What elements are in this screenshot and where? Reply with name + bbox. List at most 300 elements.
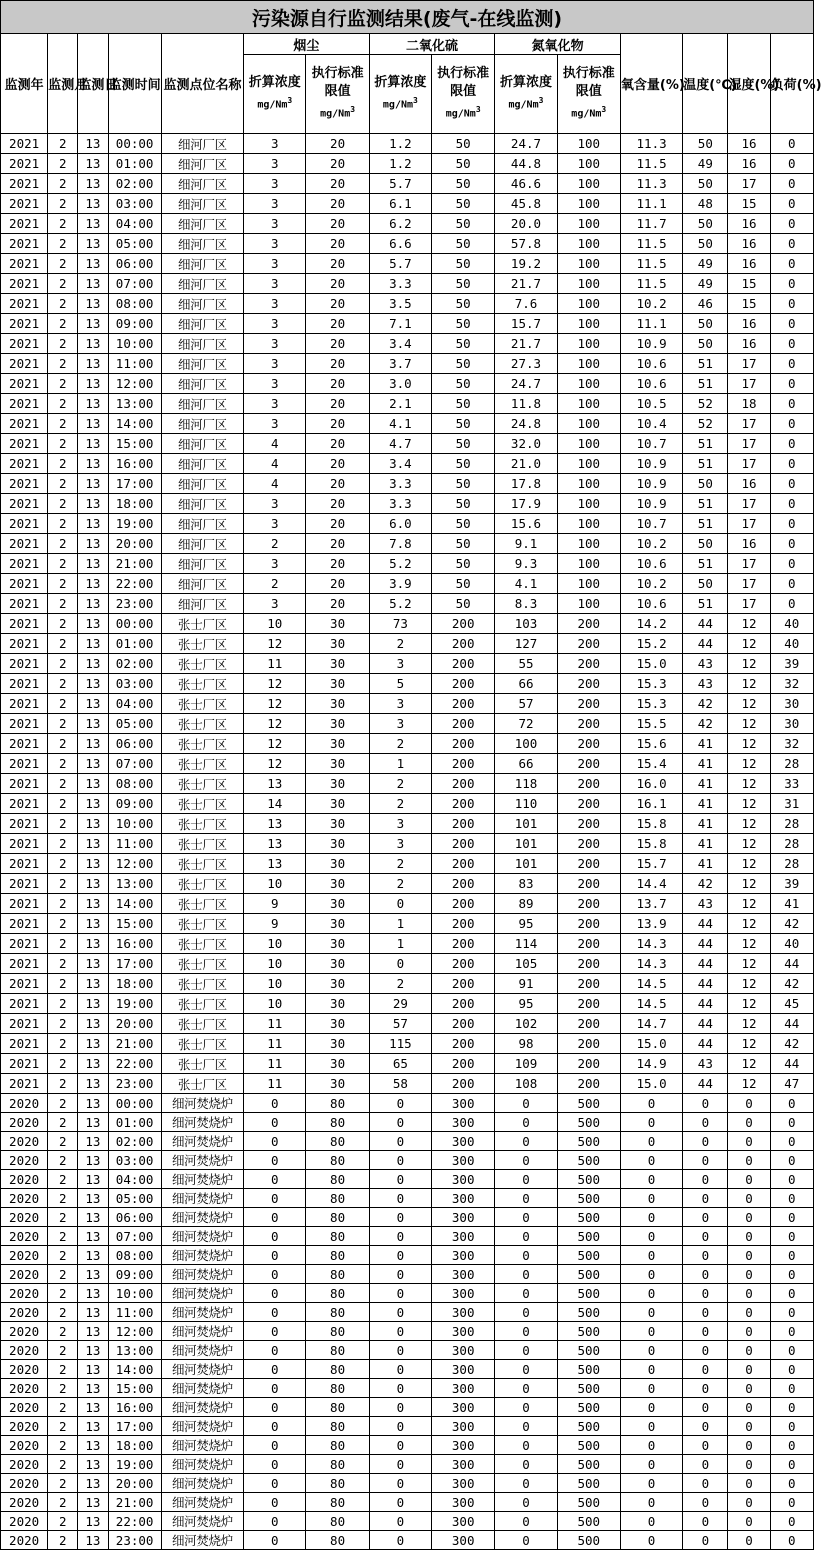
cell-load: 0: [770, 1417, 813, 1436]
cell-time: 22:00: [108, 1054, 161, 1074]
cell-month: 2: [48, 694, 78, 714]
cell-nox-conc: 0: [495, 1170, 557, 1189]
cell-so2-conc: 5.2: [369, 554, 431, 574]
cell-dust-conc: 10: [244, 614, 306, 634]
cell-year: 2021: [1, 154, 48, 174]
cell-day: 13: [78, 854, 108, 874]
cell-load: 30: [770, 694, 813, 714]
cell-month: 2: [48, 654, 78, 674]
cell-load: 0: [770, 1208, 813, 1227]
cell-so2-limit: 200: [432, 914, 495, 934]
cell-so2-limit: 200: [432, 734, 495, 754]
cell-nox-conc: 0: [495, 1265, 557, 1284]
cell-time: 14:00: [108, 894, 161, 914]
group-dust: 烟尘: [244, 34, 370, 55]
cell-so2-conc: 2: [369, 974, 431, 994]
cell-year: 2021: [1, 494, 48, 514]
col-nox-conc: 折算浓度 mg/Nm$^3$: [495, 55, 557, 134]
cell-so2-conc: 1: [369, 934, 431, 954]
cell-year: 2021: [1, 554, 48, 574]
cell-nox-limit: 500: [557, 1189, 620, 1208]
cell-dust-limit: 30: [306, 974, 369, 994]
table-row: [1, 854, 814, 874]
cell-year: 2020: [1, 1094, 48, 1113]
cell-time: 03:00: [108, 674, 161, 694]
cell-nox-limit: 100: [557, 334, 620, 354]
table-row: [1, 574, 814, 594]
cell-site: 张士厂区: [161, 614, 243, 634]
cell-dust-limit: 80: [306, 1493, 369, 1512]
cell-nox-conc: 7.6: [495, 294, 557, 314]
cell-oxygen: 10.6: [620, 554, 682, 574]
cell-day: 13: [78, 254, 108, 274]
cell-dust-limit: 80: [306, 1151, 369, 1170]
cell-nox-conc: 21.0: [495, 454, 557, 474]
cell-site: 张士厂区: [161, 974, 243, 994]
cell-so2-conc: 3: [369, 654, 431, 674]
cell-year: 2021: [1, 354, 48, 374]
cell-year: 2020: [1, 1151, 48, 1170]
cell-time: 09:00: [108, 314, 161, 334]
cell-humidity: 12: [728, 754, 770, 774]
cell-temperature: 43: [683, 654, 728, 674]
cell-temperature: 0: [683, 1094, 728, 1113]
table-row: [1, 974, 814, 994]
cell-humidity: 16: [728, 234, 770, 254]
cell-temperature: 42: [683, 874, 728, 894]
cell-so2-conc: 2: [369, 634, 431, 654]
cell-dust-conc: 0: [244, 1360, 306, 1379]
cell-load: 0: [770, 134, 813, 154]
cell-dust-limit: 20: [306, 594, 369, 614]
cell-month: 2: [48, 534, 78, 554]
cell-oxygen: 11.5: [620, 234, 682, 254]
cell-so2-conc: 1: [369, 914, 431, 934]
cell-nox-limit: 100: [557, 514, 620, 534]
cell-site: 细河厂区: [161, 574, 243, 594]
cell-load: 0: [770, 1322, 813, 1341]
cell-month: 2: [48, 1208, 78, 1227]
cell-load: 0: [770, 1246, 813, 1265]
cell-dust-limit: 30: [306, 934, 369, 954]
cell-day: 13: [78, 574, 108, 594]
table-row: [1, 1034, 814, 1054]
cell-nox-limit: 100: [557, 294, 620, 314]
cell-dust-limit: 20: [306, 174, 369, 194]
cell-nox-limit: 500: [557, 1379, 620, 1398]
cell-time: 22:00: [108, 1512, 161, 1531]
table-row: [1, 734, 814, 754]
cell-site: 细河焚烧炉: [161, 1360, 243, 1379]
cell-month: 2: [48, 954, 78, 974]
cell-nox-limit: 500: [557, 1227, 620, 1246]
cell-nox-limit: 200: [557, 994, 620, 1014]
cell-humidity: 12: [728, 774, 770, 794]
cell-dust-limit: 80: [306, 1474, 369, 1493]
cell-site: 细河厂区: [161, 134, 243, 154]
cell-dust-limit: 20: [306, 194, 369, 214]
cell-day: 13: [78, 714, 108, 734]
cell-site: 张士厂区: [161, 694, 243, 714]
cell-so2-limit: 200: [432, 614, 495, 634]
cell-nox-limit: 500: [557, 1474, 620, 1493]
cell-dust-conc: 0: [244, 1417, 306, 1436]
cell-so2-conc: 3.4: [369, 454, 431, 474]
cell-humidity: 17: [728, 354, 770, 374]
cell-year: 2020: [1, 1303, 48, 1322]
cell-dust-conc: 10: [244, 954, 306, 974]
cell-nox-conc: 24.7: [495, 134, 557, 154]
table-row: [1, 1227, 814, 1246]
table-row: [1, 1265, 814, 1284]
cell-load: 42: [770, 974, 813, 994]
cell-month: 2: [48, 754, 78, 774]
table-row: [1, 1322, 814, 1341]
cell-humidity: 0: [728, 1398, 770, 1417]
cell-oxygen: 0: [620, 1151, 682, 1170]
cell-nox-limit: 200: [557, 1074, 620, 1094]
cell-year: 2021: [1, 594, 48, 614]
table-row: [1, 1398, 814, 1417]
cell-so2-conc: 65: [369, 1054, 431, 1074]
cell-day: 13: [78, 474, 108, 494]
cell-year: 2020: [1, 1322, 48, 1341]
cell-dust-limit: 30: [306, 1014, 369, 1034]
cell-day: 13: [78, 1246, 108, 1265]
cell-oxygen: 11.3: [620, 134, 682, 154]
cell-so2-conc: 0: [369, 1132, 431, 1151]
cell-oxygen: 15.0: [620, 654, 682, 674]
cell-nox-limit: 500: [557, 1360, 620, 1379]
cell-dust-limit: 30: [306, 634, 369, 654]
cell-so2-conc: 2: [369, 774, 431, 794]
cell-humidity: 0: [728, 1322, 770, 1341]
cell-humidity: 0: [728, 1094, 770, 1113]
cell-oxygen: 0: [620, 1379, 682, 1398]
cell-time: 06:00: [108, 734, 161, 754]
cell-dust-conc: 0: [244, 1512, 306, 1531]
cell-so2-conc: 4.7: [369, 434, 431, 454]
cell-dust-conc: 0: [244, 1531, 306, 1550]
cell-site: 张士厂区: [161, 754, 243, 774]
cell-so2-limit: 50: [432, 374, 495, 394]
cell-so2-limit: 200: [432, 994, 495, 1014]
cell-humidity: 17: [728, 174, 770, 194]
cell-day: 13: [78, 374, 108, 394]
cell-nox-conc: 0: [495, 1303, 557, 1322]
cell-day: 13: [78, 494, 108, 514]
cell-day: 13: [78, 454, 108, 474]
cell-humidity: 17: [728, 594, 770, 614]
cell-so2-conc: 3: [369, 714, 431, 734]
cell-oxygen: 11.5: [620, 154, 682, 174]
cell-dust-limit: 20: [306, 514, 369, 534]
cell-nox-conc: 127: [495, 634, 557, 654]
cell-nox-limit: 100: [557, 194, 620, 214]
cell-nox-limit: 200: [557, 654, 620, 674]
cell-humidity: 17: [728, 514, 770, 534]
cell-oxygen: 11.1: [620, 314, 682, 334]
cell-so2-conc: 0: [369, 1379, 431, 1398]
cell-humidity: 12: [728, 1054, 770, 1074]
cell-month: 2: [48, 454, 78, 474]
cell-year: 2021: [1, 614, 48, 634]
cell-site: 张士厂区: [161, 994, 243, 1014]
cell-oxygen: 15.4: [620, 754, 682, 774]
cell-day: 13: [78, 774, 108, 794]
table-row: [1, 474, 814, 494]
cell-month: 2: [48, 234, 78, 254]
table-row: [1, 534, 814, 554]
cell-site: 细河厂区: [161, 454, 243, 474]
cell-month: 2: [48, 1379, 78, 1398]
cell-dust-limit: 30: [306, 1034, 369, 1054]
cell-month: 2: [48, 294, 78, 314]
cell-day: 13: [78, 1379, 108, 1398]
cell-temperature: 49: [683, 154, 728, 174]
cell-load: 0: [770, 1379, 813, 1398]
cell-time: 21:00: [108, 1034, 161, 1054]
cell-nox-conc: 0: [495, 1246, 557, 1265]
cell-dust-conc: 4: [244, 434, 306, 454]
cell-load: 0: [770, 594, 813, 614]
cell-dust-limit: 80: [306, 1284, 369, 1303]
cell-time: 06:00: [108, 1208, 161, 1227]
cell-month: 2: [48, 1132, 78, 1151]
cell-time: 00:00: [108, 134, 161, 154]
cell-day: 13: [78, 134, 108, 154]
cell-time: 23:00: [108, 594, 161, 614]
cell-dust-limit: 30: [306, 794, 369, 814]
cell-nox-conc: 0: [495, 1436, 557, 1455]
cell-year: 2021: [1, 814, 48, 834]
cell-nox-limit: 100: [557, 594, 620, 614]
cell-oxygen: 0: [620, 1284, 682, 1303]
cell-temperature: 51: [683, 454, 728, 474]
cell-time: 16:00: [108, 1398, 161, 1417]
cell-day: 13: [78, 534, 108, 554]
cell-load: 0: [770, 1094, 813, 1113]
cell-nox-limit: 100: [557, 434, 620, 454]
cell-site: 张士厂区: [161, 1034, 243, 1054]
cell-temperature: 51: [683, 594, 728, 614]
cell-humidity: 16: [728, 334, 770, 354]
cell-day: 13: [78, 354, 108, 374]
cell-month: 2: [48, 1246, 78, 1265]
cell-so2-conc: 2: [369, 734, 431, 754]
cell-dust-conc: 3: [244, 154, 306, 174]
cell-day: 13: [78, 794, 108, 814]
cell-site: 张士厂区: [161, 1074, 243, 1094]
cell-so2-limit: 300: [432, 1379, 495, 1398]
cell-nox-limit: 100: [557, 274, 620, 294]
cell-humidity: 12: [728, 874, 770, 894]
cell-so2-limit: 50: [432, 454, 495, 474]
cell-so2-limit: 200: [432, 774, 495, 794]
cell-site: 细河厂区: [161, 374, 243, 394]
cell-load: 0: [770, 354, 813, 374]
cell-temperature: 0: [683, 1531, 728, 1550]
table-row: [1, 934, 814, 954]
cell-year: 2020: [1, 1360, 48, 1379]
cell-temperature: 0: [683, 1436, 728, 1455]
cell-dust-limit: 20: [306, 394, 369, 414]
cell-humidity: 12: [728, 694, 770, 714]
cell-temperature: 44: [683, 634, 728, 654]
cell-time: 20:00: [108, 1474, 161, 1493]
cell-so2-limit: 200: [432, 754, 495, 774]
group-nox: 氮氧化物: [495, 34, 621, 55]
cell-site: 张士厂区: [161, 934, 243, 954]
cell-load: 44: [770, 954, 813, 974]
cell-temperature: 0: [683, 1189, 728, 1208]
cell-day: 13: [78, 394, 108, 414]
cell-site: 细河厂区: [161, 434, 243, 454]
cell-load: 0: [770, 1303, 813, 1322]
cell-humidity: 12: [728, 734, 770, 754]
cell-so2-limit: 300: [432, 1322, 495, 1341]
cell-humidity: 17: [728, 434, 770, 454]
cell-nox-conc: 118: [495, 774, 557, 794]
cell-month: 2: [48, 634, 78, 654]
cell-temperature: 0: [683, 1227, 728, 1246]
table-row: [1, 214, 814, 234]
cell-dust-limit: 80: [306, 1265, 369, 1284]
cell-so2-limit: 300: [432, 1455, 495, 1474]
table-row: [1, 1360, 814, 1379]
cell-so2-limit: 200: [432, 854, 495, 874]
cell-so2-conc: 0: [369, 1360, 431, 1379]
cell-temperature: 52: [683, 394, 728, 414]
cell-site: 细河厂区: [161, 474, 243, 494]
cell-so2-conc: 3.0: [369, 374, 431, 394]
cell-time: 12:00: [108, 854, 161, 874]
cell-load: 0: [770, 454, 813, 474]
cell-time: 11:00: [108, 834, 161, 854]
cell-month: 2: [48, 574, 78, 594]
cell-temperature: 41: [683, 774, 728, 794]
cell-year: 2020: [1, 1436, 48, 1455]
cell-nox-limit: 500: [557, 1341, 620, 1360]
table-row: [1, 174, 814, 194]
cell-temperature: 0: [683, 1322, 728, 1341]
cell-dust-limit: 20: [306, 494, 369, 514]
cell-oxygen: 0: [620, 1094, 682, 1113]
cell-so2-limit: 50: [432, 394, 495, 414]
cell-year: 2020: [1, 1512, 48, 1531]
cell-month: 2: [48, 994, 78, 1014]
cell-nox-conc: 0: [495, 1379, 557, 1398]
cell-month: 2: [48, 154, 78, 174]
cell-dust-conc: 0: [244, 1132, 306, 1151]
cell-oxygen: 15.5: [620, 714, 682, 734]
cell-day: 13: [78, 1034, 108, 1054]
col-so2-limit: 执行标准限值 mg/Nm$^3$: [432, 55, 495, 134]
cell-temperature: 43: [683, 1054, 728, 1074]
cell-dust-limit: 20: [306, 234, 369, 254]
cell-nox-conc: 9.1: [495, 534, 557, 554]
cell-month: 2: [48, 274, 78, 294]
table-row: [1, 614, 814, 634]
cell-dust-conc: 0: [244, 1208, 306, 1227]
cell-day: 13: [78, 694, 108, 714]
cell-month: 2: [48, 474, 78, 494]
cell-dust-conc: 12: [244, 694, 306, 714]
table-row: [1, 354, 814, 374]
cell-dust-limit: 20: [306, 454, 369, 474]
cell-nox-limit: 100: [557, 414, 620, 434]
cell-dust-limit: 80: [306, 1436, 369, 1455]
cell-so2-conc: 0: [369, 894, 431, 914]
cell-so2-limit: 50: [432, 274, 495, 294]
cell-oxygen: 14.3: [620, 934, 682, 954]
cell-humidity: 12: [728, 994, 770, 1014]
col-month: 监测月: [48, 34, 78, 134]
cell-dust-limit: 20: [306, 294, 369, 314]
cell-day: 13: [78, 194, 108, 214]
cell-so2-conc: 5.7: [369, 254, 431, 274]
cell-dust-limit: 30: [306, 614, 369, 634]
cell-oxygen: 14.5: [620, 994, 682, 1014]
cell-nox-limit: 500: [557, 1303, 620, 1322]
cell-dust-conc: 0: [244, 1189, 306, 1208]
cell-year: 2021: [1, 214, 48, 234]
cell-so2-conc: 5.2: [369, 594, 431, 614]
cell-nox-conc: 0: [495, 1360, 557, 1379]
cell-humidity: 16: [728, 214, 770, 234]
cell-dust-conc: 10: [244, 934, 306, 954]
cell-humidity: 17: [728, 414, 770, 434]
cell-year: 2020: [1, 1379, 48, 1398]
cell-nox-limit: 200: [557, 734, 620, 754]
cell-nox-limit: 100: [557, 214, 620, 234]
cell-dust-conc: 3: [244, 314, 306, 334]
cell-day: 13: [78, 1189, 108, 1208]
cell-time: 13:00: [108, 394, 161, 414]
cell-month: 2: [48, 354, 78, 374]
cell-nox-limit: 500: [557, 1246, 620, 1265]
cell-load: 0: [770, 1284, 813, 1303]
cell-month: 2: [48, 174, 78, 194]
cell-nox-limit: 100: [557, 554, 620, 574]
cell-so2-limit: 50: [432, 534, 495, 554]
cell-oxygen: 0: [620, 1132, 682, 1151]
cell-so2-conc: 3.9: [369, 574, 431, 594]
cell-so2-conc: 0: [369, 1455, 431, 1474]
cell-site: 细河焚烧炉: [161, 1132, 243, 1151]
cell-year: 2020: [1, 1455, 48, 1474]
cell-dust-limit: 80: [306, 1531, 369, 1550]
cell-dust-conc: 12: [244, 734, 306, 754]
cell-nox-conc: 11.8: [495, 394, 557, 414]
table-row: [1, 414, 814, 434]
cell-load: 0: [770, 394, 813, 414]
cell-load: 0: [770, 1170, 813, 1189]
table-row: [1, 254, 814, 274]
cell-nox-limit: 200: [557, 1014, 620, 1034]
cell-temperature: 50: [683, 574, 728, 594]
cell-dust-conc: 9: [244, 894, 306, 914]
cell-year: 2021: [1, 854, 48, 874]
cell-temperature: 41: [683, 734, 728, 754]
table-row: [1, 1014, 814, 1034]
cell-time: 21:00: [108, 554, 161, 574]
cell-nox-conc: 98: [495, 1034, 557, 1054]
cell-dust-conc: 4: [244, 474, 306, 494]
cell-load: 0: [770, 214, 813, 234]
cell-humidity: 12: [728, 614, 770, 634]
cell-year: 2021: [1, 994, 48, 1014]
